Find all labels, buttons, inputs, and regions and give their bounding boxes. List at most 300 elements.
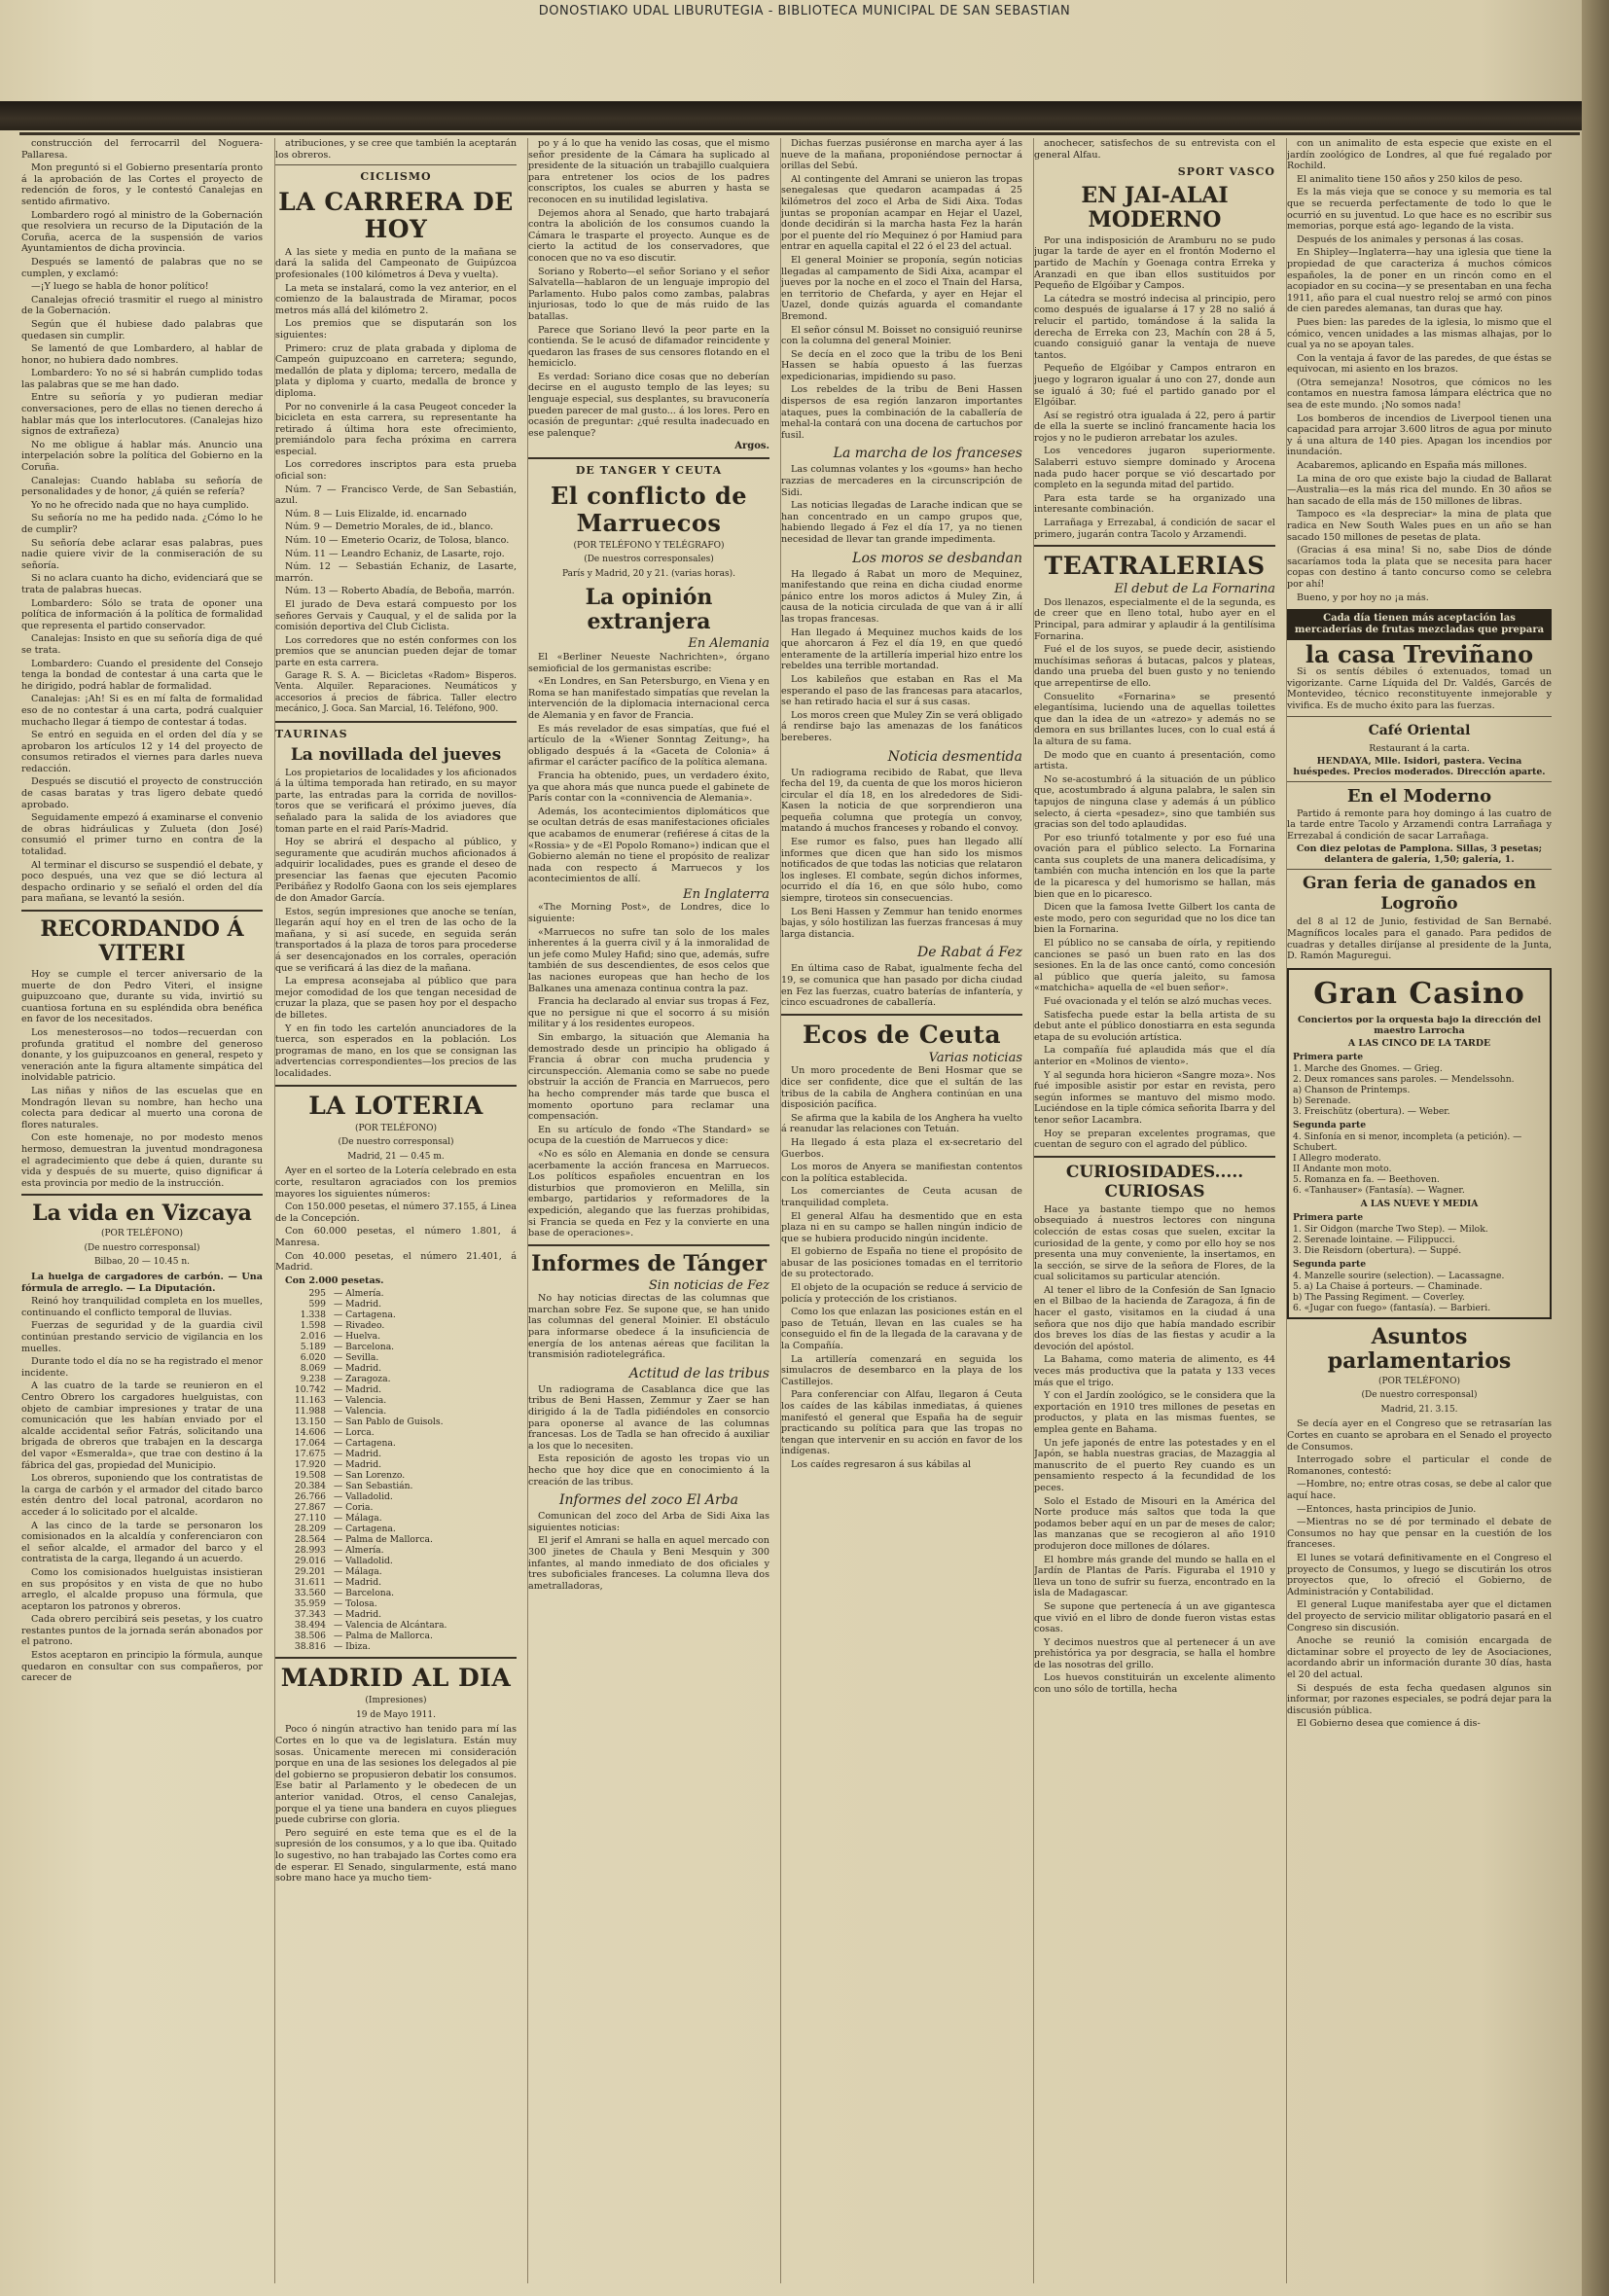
paragraph: Por eso triunfó totalmente y por eso fué una ovación para el público selecto. La Fornarina canta sus couplets de una manera delicadísima, y también con mucha intención en los que la parte de la picaresca y del humorismo se hallan, más bien que en lo picaresco. xyxy=(1034,832,1275,900)
program-item: 4. Manzelle sourire (selection). — Lacassagne. xyxy=(1293,1270,1505,1281)
paragraph: Al contingente del Amrani se unieron las tropas senegalesas que quedaron acampadas á 25 kilómetros del zoco el Arba de Sidi Aixa. Todas juntas se proponían acampar en Hejar el Uazel, donde decidirán si la marcha hasta Fez la harán por el puente del río Mequinez ó por Hamiud para entrar en aquella capital el 22 ó el 23 del actual. xyxy=(781,173,1022,253)
lottery-row xyxy=(281,1620,517,1631)
paragraph: Larrañaga y Errezabal, á condición de sacar el primero, jugarán contra Tacolo y Arzamendi. xyxy=(1034,518,1275,540)
lottery-place: — Málaga. xyxy=(334,1566,382,1578)
lottery-number: 17.920 xyxy=(294,1459,326,1471)
paragraph: po y á lo que ha venido las cosas, que el mismo señor presidente de la Cámara ha suplicado al presidente de la situación un trabajillo cualquiera para entretener los ocios de los padres conscriptos, los cuales se aburren y hasta se reconocen en su inutilidad legislativa. xyxy=(528,138,769,205)
masthead-rule xyxy=(19,132,1580,135)
lottery-number: 38.506 xyxy=(294,1631,326,1642)
paragraph: Se afirma que la kabila de los Anghera ha vuelto á reanudar las relaciones con Tetuán. xyxy=(781,1112,1022,1135)
paragraph: Un moro procedente de Beni Hosmar que se dice ser confidente, dice que el sultán de las tribus de la cabila de Anghera continúan en una disposición pacífica. xyxy=(781,1065,1022,1111)
masthead-band xyxy=(0,101,1609,130)
paragraph: Se entró en seguida en el orden del día y se aprobaron los artículos 12 y 14 del proyecto de consumos retirados el viernes para darles nueva redacción. xyxy=(21,730,263,774)
paragraph: Los rebeldes de la tribu de Beni Hassen dispersos de esa región lanzaron importantes ataques, pues la combinación de la caballería de mehal-la contará con una docena de cartuchos por fusil. xyxy=(781,384,1022,441)
section-divider xyxy=(528,1244,769,1246)
section-divider xyxy=(781,1014,1022,1016)
lottery-place: — Madrid. xyxy=(334,1449,382,1460)
headline-opinion: La opinión extranjera xyxy=(585,585,713,635)
lottery-place: — San Lorenzo. xyxy=(334,1470,406,1482)
list-item: Núm. 9 — Demetrio Morales, de id., blanco. xyxy=(285,521,494,533)
lottery-number: 11.988 xyxy=(294,1406,326,1417)
lottery-row xyxy=(281,1631,517,1641)
headline-madrid-al-dia: MADRID AL DIA xyxy=(280,1664,512,1693)
paragraph: Canalejas: Cuando hablaba su señoría de personalidades y de honor, ¿á quién se refería? xyxy=(21,475,263,498)
section-divider xyxy=(21,910,263,912)
headline-curiosidades: CURIOSIDADES..... CURIOSAS xyxy=(1065,1162,1244,1202)
paragraph: Los vencedores jugaron superiormente. Salaberri estuvo siempre dominado y Arocena nada pudo hacer porque se vió descartado por completo en la segunda mitad del partido. xyxy=(1034,446,1275,491)
list-item: Núm. 10 — Emeterio Ocariz, de Tolosa, blanco. xyxy=(285,535,510,547)
section-divider xyxy=(275,164,517,165)
section-label-taurinas: TAURINAS xyxy=(275,727,348,740)
lottery-number: 38.494 xyxy=(294,1620,326,1632)
ad-casino-subtitle: Conciertos por la orquesta bajo la dirección del maestro Larrocha xyxy=(1297,1014,1542,1036)
column-2 xyxy=(274,138,517,2283)
paragraph: Un radiograma recibido de Rabat, que lleva fecha del 19, da cuenta de que los moros hicieron circular el día 18, en los alrededores de Sidi-Kasen la noticia de que sorprendieron una pequeña columna que protegía un convoy, matando á muchos franceses y robando el convoy. xyxy=(781,767,1022,835)
headline-informes-tanger: Informes de Tánger xyxy=(531,1250,767,1276)
lottery-number: 10.742 xyxy=(294,1384,326,1396)
lottery-place: — Cartagena. xyxy=(334,1309,396,1321)
lottery-row xyxy=(281,1524,517,1534)
lottery-place: — Barcelona. xyxy=(334,1342,395,1353)
paragraph: Las niñas y niños de las escuelas que en Mondragón llevan su nombre, han hecho una colecta para dedicar al muerto una corona de flores naturales. xyxy=(21,1085,263,1130)
paragraph: Sin embargo, la situación que Alemania ha demostrado desde un principio ha obligado á Francia á obrar con mucha prudencia y circunspección. Alemania como se sabe no puede obstruir la acción de Francia en Marruecos, pero ha hecho comprender más tarde que busca el momento oportuno para reclamar una compensación. xyxy=(528,1032,769,1123)
ad-trevijano-text: Si os sentís débiles ó extenuados, tomad un vigorizante. Carne Líquida del Dr. Valdés, Garcés de Montevideo, técnico reconstituyente inmejorable y vivifica. Es de mucho éxito para las fuerzas. xyxy=(1287,666,1552,711)
headline-viteri: RECORDANDO Á VITERI xyxy=(40,916,244,966)
paragraph: Los moros de Anyera se manifiestan contentos con la política establecida. xyxy=(781,1162,1022,1184)
paragraph: Cada obrero percibirá seis pesetas, y los cuatro restantes puntos de la jornada serán abonados por el patrono. xyxy=(21,1614,263,1648)
paragraph: Dichas fuerzas pusiéronse en marcha ayer á las nueve de la mañana, proponiéndose pernoctar á orillas del Sebú. xyxy=(781,138,1022,172)
ad-casino-title: Gran Casino xyxy=(1313,976,1525,1011)
paragraph: Tampoco es «la despreciar» la mina de plata que radica en New South Wales pues en un año se han sacado 150 millones de pesetas de plata. xyxy=(1287,509,1552,543)
casino-program xyxy=(1293,1052,1546,1313)
section-label-ciclismo: CICLISMO xyxy=(360,170,432,184)
paragraph: Esta reposición de agosto les tropas vio un hecho que hoy dice que en conocimiento á la creación de las tribus. xyxy=(528,1453,769,1488)
lottery-number: 599 xyxy=(308,1299,326,1310)
paragraph: Y al segunda hora hicieron «Sangre moza». Nos fué imposible asistir por estar en revista, pero según informes se mantuvo del mismo modo. Luciéndose en la tiple cómica señorita Ibarra y del tenor señor Lacambra. xyxy=(1034,1069,1275,1126)
paragraph: El general Moinier se proponía, según noticias llegadas al campamento de Sidi Aixa, acampar el jueves por la noche en el zoco el Tnain del Harsa, en territorio de Chefarda, y ayer en Hejar el Uazel, donde quizás aguarda el comandante Bremond. xyxy=(781,254,1022,322)
subheadline-arba: Informes del zoco El Arba xyxy=(558,1492,738,1509)
paragraph: Y decimos nuestros que al pertenecer á un ave prehistórica ya por desgracia, se halla el hombre de las nosotras del grillo. xyxy=(1034,1636,1275,1670)
dateline: Bilbao, 20 — 10.45 n. xyxy=(93,1257,191,1268)
paragraph: Al tener el libro de la Confesión de San Ignacio en el Bilbao de la hacienda de Zaragoza, á fin de hacer el gasto, visitamos en la ciudad á una señora que nos dijo que había mandado escribir dos breves los días de las fiestas y acudir a la devoción del apóstol. xyxy=(1034,1284,1275,1352)
paragraph: A las cinco de la tarde se personaron los comisionados en la alcaldía y conferenciaron con el señor alcalde, el armador del barco y el contratista de la carga, llegando á un acuerdo. xyxy=(21,1520,263,1565)
paragraph: «The Morning Post», de Londres, dice lo siguiente: xyxy=(528,902,769,925)
paragraph: Con 40.000 pesetas, el número 21.401, á Madrid. xyxy=(275,1250,517,1274)
lottery-number: 35.959 xyxy=(294,1598,326,1610)
paragraph: Por no convenirle á la casa Peugeot conceder la bicicleta en esta carrera, su representante ha retirado á última hora este ofrecimiento, premiándolo para fecha próxima en carrera especial. xyxy=(275,401,517,457)
paragraph: Después se discutió el proyecto de construcción de casas baratas y tras ligero debate quedó aprobado. xyxy=(21,776,263,810)
subheadline-varias: Varias noticias xyxy=(928,1050,1022,1065)
paragraph: Canalejas: Insisto en que su señoría diga de qué se trata. xyxy=(21,633,263,656)
ad-cafe-title: Café Oriental xyxy=(1368,722,1471,738)
paragraph: Fué el de los suyos, se puede decir, asistiendo muchísimas señoras á butacas, palcos y plateas, dando una prueba del buen gusto y no teniendo que arrepentirse de ello. xyxy=(1034,644,1275,689)
section-divider xyxy=(275,1085,517,1087)
lottery-row xyxy=(281,1481,517,1491)
paragraph: Ese rumor es falso, pues han llegado allí informes que dicen que han sido los mismos notificados de que todas las noticias que relataron los ingleses. El combate, según dichos informes, ocurrido el día 16, en que sólo hubo, como siempre, tiroteos sin consecuencias. xyxy=(781,837,1022,905)
program-section: Segunda parte xyxy=(1293,1258,1367,1270)
lottery-number: 17.675 xyxy=(294,1449,326,1460)
lottery-place: — Valladolid. xyxy=(334,1556,393,1567)
paragraph: Canalejas ofreció trasmitir el ruego al ministro de la Gobernación. xyxy=(21,294,263,317)
lottery-place: — Huelva. xyxy=(334,1331,381,1343)
lottery-row xyxy=(281,1352,517,1363)
ad-moderno-title: En el Moderno xyxy=(1346,785,1492,807)
paragraph: El Gobierno desea que comience á dis- xyxy=(1297,1718,1481,1730)
paragraph: La compañía fué aplaudida más que el día anterior en «Molinos de viento». xyxy=(1034,1045,1275,1067)
lottery-number: 17.064 xyxy=(294,1438,326,1450)
ad-moderno-text: Partido á remonte para hoy domingo á las cuatro de la tarde entre Tacolo y Arzamendi contra Larrañaga y Errezabal á condición de sacar Larrañaga. xyxy=(1287,807,1552,842)
paragraph: Francia ha declarado al enviar sus tropas á Fez, que no persigue ni que el socorro á su misión militar y á los residentes europeos. xyxy=(528,996,769,1030)
subheadline-actitud: Actitud de las tribus xyxy=(628,1365,769,1381)
paragraph: Francia ha obtenido, pues, un verdadero éxito, ya que ahora más que nunca puede el gabinete de París contar con la «connivencia de Alemania». xyxy=(528,770,769,805)
byline: (POR TELÉFONO Y TELÉGRAFO) xyxy=(573,540,725,551)
lottery-number: 37.343 xyxy=(294,1609,326,1621)
paragraph: «Marruecos no sufre tan solo de los males inherentes á la guerra civil y á la inmoralidad de un jefe como Muley Hafid; sino que, además, sufre también de sus descendientes, de esos celos que las naciones europeas que han hecho de los Balkanes una amenaza continua contra la paz. xyxy=(528,926,769,994)
paragraph: Los moros creen que Muley Zin se verá obligado á rendirse bajo las amenazas de los fanáticos bereberes. xyxy=(781,709,1022,743)
paragraph: Canalejas: ¡Ah! Si es en mí falta de formalidad eso de no contestar á una carta, podrá cualquier muchacho llegar á tiempo de contestar á todas. xyxy=(21,694,263,728)
paragraph: Los caídes regresaron á sus kábilas al xyxy=(791,1458,972,1470)
subheadline-marcha: La marcha de los franceses xyxy=(833,446,1022,462)
paragraph: Los bomberos de incendios de Liverpool tienen una capacidad para arrojar 3.600 litros de agua por minuto y á una altura de 140 pies. Apagan los incendios por inundación. xyxy=(1287,413,1552,458)
list-item: Núm. 7 — Francisco Verde, de San Sebastián, azul. xyxy=(275,484,517,507)
ad-divider xyxy=(1287,781,1552,782)
lottery-number: 8.069 xyxy=(300,1363,326,1375)
paragraph: Soriano y Roberto—el señor Soriano y el señor Salvatella—hablaron de un lenguaje impropio del Parlamento. Hubo palos como zambas, palabras injuriosas, todo lo que de más ruido de las batallas. xyxy=(528,266,769,322)
subheadline-sin-noticias: Sin noticias de Fez xyxy=(648,1277,769,1293)
paragraph: Hoy se abrirá el despacho al público, y seguramente que acudirán muchos aficionados á adquirir localidades, pues es grande el deseo de presenciar las faenas que ejecuten Pacomio Peribáñez y Rodolfo Gaona con los seis ejemplares de don Amador García. xyxy=(275,837,517,905)
paragraph: Si después de esta fecha quedasen algunos sin informar, por razones especiales, se podrá dejar para la discusión pública. xyxy=(1287,1682,1552,1716)
ad-cafe-text: HENDAYA, Mlle. Isidori, pastera. Vecina huéspedes. Precios moderados. Dirección aparte. xyxy=(1293,755,1546,777)
program-section: Primera parte xyxy=(1293,1211,1364,1223)
paragraph: La Bahama, como materia de alimento, es 44 veces más productiva que la patata y 133 veces más que el trigo. xyxy=(1034,1354,1275,1388)
subheadline-fornarina: El debut de La Fornarina xyxy=(1114,582,1275,597)
lottery-row xyxy=(281,1609,517,1620)
paragraph: Acabaremos, aplicando en España más millones. xyxy=(1297,460,1527,472)
lottery-row xyxy=(281,1577,517,1588)
signature: Argos. xyxy=(734,441,769,452)
paragraph: En su artículo de fondo «The Standard» se ocupa de la cuestión de Marruecos y dice: xyxy=(528,1124,769,1147)
paragraph: A las cuatro de la tarde se reunieron en el Centro Obrero los cargadores huelguistas, con objeto de cambiar impresiones y tratar de una comunicación que les habían enviado por el alcalde accidental señor Fatrás, solicitando una brigada de obreros que trabajen en la descarga del vapor «Esmeralda», que trae con destino á la fábrica del gas, propiedad del Municipio. xyxy=(21,1381,263,1471)
lottery-row xyxy=(281,1513,517,1524)
lottery-number: 1.598 xyxy=(300,1320,326,1332)
subheadline-rabat: De Rabat á Fez xyxy=(917,945,1022,961)
lottery-number: 28.209 xyxy=(294,1524,326,1535)
lottery-row xyxy=(281,1309,517,1320)
lottery-place: — Palma de Mallorca. xyxy=(334,1534,433,1546)
lottery-place: — Tolosa. xyxy=(334,1598,377,1610)
lottery-place: — Madrid. xyxy=(334,1459,382,1471)
paragraph: El gobierno de España no tiene el propósito de abusar de las posiciones tomadas en el territorio de su protectorado. xyxy=(781,1246,1022,1280)
paragraph: Los obreros, suponiendo que los contratistas de la carga de carbón y el armador del citado barco estén dentro del local patronal, acordaron no acceder á lo solicitado por el alcalde. xyxy=(21,1473,263,1518)
lottery-place: — Valencia de Alcántara. xyxy=(334,1620,447,1632)
lottery-place: — Valencia. xyxy=(334,1406,387,1417)
lottery-row xyxy=(281,1598,517,1609)
lottery-row xyxy=(281,1406,517,1417)
lottery-row xyxy=(281,1395,517,1406)
paragraph: Para esta tarde se ha organizado una interesante combinación. xyxy=(1034,492,1275,516)
lottery-row xyxy=(281,1588,517,1598)
program-item: a) Chanson de Printemps. xyxy=(1293,1084,1411,1095)
byline: (POR TELÉFONO) xyxy=(100,1229,184,1239)
dateline: Madrid, 21. 3.15. xyxy=(1380,1404,1458,1415)
paragraph: Como los que enlazan las posiciones están en el paso de Tetuán, llevan en las cuales se ha conseguido el fin de la llegada de la caravana y de la Compañía. xyxy=(781,1307,1022,1352)
lottery-number: 11.163 xyxy=(294,1395,326,1407)
lottery-row xyxy=(281,1384,517,1395)
program-section: A LAS NUEVE Y MEDIA xyxy=(1360,1198,1479,1209)
lottery-place: — Sevilla. xyxy=(334,1352,379,1364)
paragraph: Parece que Soriano llevó la peor parte en la contienda. Se le acusó de difamador reincidente y quedaron las frases de sus censores flotando en el hemiciclo. xyxy=(528,324,769,370)
paragraph: —Mientras no se dé por terminado el debate de Consumos no hay que pensar en la cuestión de los franceses. xyxy=(1287,1517,1552,1551)
lottery-row xyxy=(281,1641,517,1652)
paragraph: La artillería comenzará en seguida los simulacros de desembarco en la playa de los Castillejos. xyxy=(781,1353,1022,1387)
column-5 xyxy=(1033,138,1275,2283)
section-divider xyxy=(275,1657,517,1659)
paragraph: Si no aclara cuanto ha dicho, evidenciará que se trata de palabras huecas. xyxy=(21,573,263,595)
program-item: b) The Passing Regiment. — Coverley. xyxy=(1293,1291,1465,1303)
paragraph: Los comerciantes de Ceuta acusan de tranquilidad completa. xyxy=(781,1186,1022,1208)
subheadline-moros: Los moros se desbandan xyxy=(852,550,1022,566)
paragraph: Dejemos ahora al Senado, que harto trabajará contra la abolición de los consumos cuando la Cámara le trasparte el proyecto. Aunque es de cierto la actitud de los conservadores, que conocen que no va eso discutir. xyxy=(528,207,769,264)
paragraph: Se supone que pertenecía á un ave gigantesca que vivió en el libro de donde fueron vistas estas cosas. xyxy=(1034,1600,1275,1635)
lottery-place: — Madrid. xyxy=(334,1577,382,1589)
paragraph: Los propietarios de localidades y los aficionados á la última temporada han retirado, en su mayor parte, las entradas para la corrida de novillos-toros que se verificará el próximo jueves, día señalado para la salida de los aviadores que toman parte en el raid París-Madrid. xyxy=(275,767,517,835)
paragraph: «En Londres, en San Petersburgo, en Viena y en Roma se han manifestado simpatías que revelan la intervención de la diplomacia internacional cerca de Alemania y en favor de Francia. xyxy=(528,676,769,721)
lottery-place: — Valencia. xyxy=(334,1395,387,1407)
lottery-place: — Zaragoza. xyxy=(334,1374,391,1385)
lottery-row xyxy=(281,1417,517,1427)
paragraph: Y con el Jardín zoológico, se le considera que la exportación en 1910 tres millones de pesetas en productos, y plata en las mismas fuentes, se emplea gente en Bahama. xyxy=(1034,1390,1275,1435)
paragraph: Fuerzas de seguridad y de la guardia civil continúan prestando servicio de vigilancia en los muelles. xyxy=(21,1320,263,1354)
lottery-number: 295 xyxy=(308,1288,326,1300)
program-item: 6. «Jugar con fuego» (fantasía). — Barbieri. xyxy=(1293,1302,1491,1313)
lottery-row xyxy=(281,1449,517,1459)
program-item: 2. Deux romances sans paroles. — Mendelssohn. xyxy=(1293,1073,1515,1085)
lottery-place: — Lorca. xyxy=(334,1427,375,1439)
lottery-number: 20.384 xyxy=(294,1481,326,1492)
paragraph: Como los comisionados huelguistas insistieran en sus propósitos y en vista de que no hubo arreglo, el alcalde propuso una fórmula, que aceptaron los patronos y obreros. xyxy=(21,1566,263,1612)
paragraph: Según que él hubiese dado palabras que quedasen sin cumplir. xyxy=(21,318,263,341)
lottery-place: — San Sebastián. xyxy=(334,1481,413,1492)
paragraph: Es verdad: Soriano dice cosas que no deberían decirse en el augusto templo de las leyes; su lenguaje especial, sus desplantes, su bravuconería pueden parecer de mal gusto... á los lores. Pero en ocasión de preguntar: ¿qué resulta inadecuado en ese palenque? xyxy=(528,371,769,439)
headline-carrera: LA CARRERA DE HOY xyxy=(278,187,514,243)
byline: (De nuestro corresponsal) xyxy=(338,1137,454,1148)
byline: (Impresiones) xyxy=(365,1696,427,1706)
paragraph: Han llegado á Mequinez muchos kaids de los que ahorcaron á Fez el día 19, en que quedó enteramente de la artillería imperial hizo entre los rebeldes una terrible mortandad. xyxy=(781,627,1022,672)
paragraph: Estos, según impresiones que anoche se tenían, llegarán aquí hoy en el tren de las ocho de la mañana, y si así sucede, en seguida serán transportados á la plaza de toros para procederse á ser desencajonados en los corrales, operación que se verificará á las diez de la mañana. xyxy=(275,906,517,974)
program-item: II Andante mon moto. xyxy=(1293,1163,1392,1174)
paragraph: En última caso de Rabat, igualmente fecha del 19, se comunica que han pasado por dicha ciudad en Fez las fuerzas, cuatro baterías de infantería, y cinco escuadrones de caballería. xyxy=(781,963,1022,1009)
paragraph: El objeto de la ocupación se reduce á servicio de policía y protección de los cristianos. xyxy=(781,1282,1022,1305)
ad-gran-casino xyxy=(1287,968,1552,1319)
program-item: 1. Sir Oidgon (marche Two Step). — Milok. xyxy=(1293,1223,1488,1235)
lottery-number: 9.238 xyxy=(300,1374,326,1385)
list-item: Núm. 8 — Luis Elizalde, id. encarnado xyxy=(285,508,467,520)
paragraph: De modo que en cuanto á presentación, como artista. xyxy=(1034,749,1275,772)
paragraph: Ayer en el sorteo de la Lotería celebrado en esta corte, resultaron agraciados con los premios mayores los siguientes números: xyxy=(275,1166,517,1200)
lottery-row xyxy=(281,1342,517,1352)
headline-ecos-ceuta: Ecos de Ceuta xyxy=(802,1020,1002,1049)
paragraph: Ha llegado á Rabat un moro de Mequinez, manifestando que reina en dicha ciudad enorme pánico entre los moros adictos á Muley Zin, á causa de la noticia circulada de que van á ir allí las tropas francesas. xyxy=(781,568,1022,625)
lottery-row xyxy=(281,1299,517,1309)
paragraph: Para conferenciar con Alfau, llegaron á Ceuta los caídes de las kábilas inmediatas, á quienes manifestó el general que España ha de seguir practicando su política para que las tropas no tengan que intervenir en su acción en favor de los indígenas. xyxy=(781,1389,1022,1457)
headline-novillada: La novillada del jueves xyxy=(290,744,502,765)
paragraph: Su señoría no me ha pedido nada. ¿Cómo lo he de cumplir? xyxy=(21,513,263,535)
lottery-number: 19.508 xyxy=(294,1470,326,1482)
lottery-number: 28.993 xyxy=(294,1545,326,1557)
paragraph: El «Berliner Neueste Nachrichten», órgano semioficial de los germanistas escribe: xyxy=(528,652,769,674)
program-item: I Allegro moderato. xyxy=(1293,1152,1381,1164)
paragraph: Ha llegado á esta plaza el ex-secretario del Guerbos. xyxy=(781,1136,1022,1160)
paragraph: La mina de oro que existe bajo la ciudad de Ballarat—Australia—es la más rica del mundo. En 30 años se han sacado de ella más de 150 millones de libras. xyxy=(1287,473,1552,507)
paragraph: atribuciones, y se cree que también la aceptarán los obreros. xyxy=(275,138,517,161)
lottery-number: 13.150 xyxy=(294,1417,326,1428)
paragraph: Los corredores inscriptos para esta prueba oficial son: xyxy=(275,459,517,483)
lottery-list xyxy=(275,1288,517,1652)
paragraph: Entre su señoría y yo pudieran mediar conversaciones, pero de ellas no tienen derecho á hablar más que los interlocutores. (Canalejas hizo signos de extrañeza) xyxy=(21,392,263,438)
paragraph: Con 2.000 pesetas. xyxy=(285,1274,384,1286)
program-item: b) Serenade. xyxy=(1293,1094,1351,1106)
section-divider xyxy=(275,721,517,723)
paragraph: Así se registró otra igualada á 22, pero á partir de ella la suerte se inclinó francamente hacia los rojos y no le pudieron arrebatar los azules. xyxy=(1034,410,1275,444)
paragraph: Poco ó ningún atractivo han tenido para mí las Cortes en lo que va de legislatura. Están muy sosas. Únicamente merecen mi consideración porque en una de las sesiones los delegados al pie del gobierno se propusieron debatir los consumos. Ese batir al Parlamento y le obedecen de un anterior vanidad. Otros, el censo Canalejas, porque el ya tiene una bandera en cuyos pliegues puede cubrirse con gloria. xyxy=(275,1724,517,1826)
paragraph: Lombardero: Cuando el presidente del Consejo tenga la bondad de contestar á una carta que le he dirigido, podrá hablar de formalidad. xyxy=(21,658,263,692)
paragraph: El hombre más grande del mundo se halla en el Jardín de Plantas de París. Figuraba el 1910 y lleva un tono de sufrir su fuerza, encontrado en la isla de Madagascar. xyxy=(1034,1554,1275,1599)
advertisement-garage: Garage R. S. A. — Bicicletas «Radom» Bisperos. Venta. Alquiler. Reparaciones. Neumáticos y accesorios á precios de fábrica. Taller electro mecánico, J. Goca. San Marcial, 16. Teléfono, 900. xyxy=(275,670,517,715)
paragraph: con un animalito de esta especie que existe en el jardín zoológico de Londres, al que fué regalado por Rochild. xyxy=(1287,138,1552,172)
program-item: 5. Romanza en fa. — Beethoven. xyxy=(1293,1173,1440,1185)
paragraph: Pues bien: las paredes de la iglesia, lo mismo que el cómico, vencen unidades a las mismas alhajas, por lo cual ya no se apoyan tales. xyxy=(1287,316,1552,351)
paragraph: Anoche se reunió la comisión encargada de dictaminar sobre el proyecto de ley de Asociaciones, acordando abrir un información durante 30 días, hasta el 20 del actual. xyxy=(1287,1635,1552,1680)
paragraph: No hay noticias directas de las columnas que marchan sobre Fez. Se supone que, se han unido las columnas del general Moinier. El obstáculo para informarse obedece á la insuficiencia de energía de los antenas aéreas que facilitan la transmisión radiotelegráfica. xyxy=(528,1293,769,1361)
paragraph: Pequeño de Elgóibar y Campos entraron en juego y lograron igualar á uno con 27, donde aun se igualó á 30; fué el partido ganado por el Elgóibar. xyxy=(1034,363,1275,409)
byline: (De nuestro corresponsal) xyxy=(84,1242,200,1253)
paragraph: El público no se cansaba de oírla, y repitiendo canciones se pasó un buen rato en las dos sesiones. En la de las once cantó, como concesión al público que quería jaleito, su famosa «matchicha» aquella de «el buen señor». xyxy=(1034,938,1275,994)
paragraph: Con 60.000 pesetas, el número 1.801, á Manresa. xyxy=(275,1226,517,1248)
column-4 xyxy=(780,138,1022,2283)
ad-trevijano-title: la casa Treviñano xyxy=(1305,640,1534,669)
lottery-place: — Cartagena. xyxy=(334,1438,396,1450)
lottery-place: — Barcelona. xyxy=(334,1588,395,1599)
ad-feria-text: del 8 al 12 de Junio, festividad de San Bernabé. Magníficos locales para el ganado. Para pedidos de cuadras y detalles diríjanse al presidente de la Junta, D. Ramón Maguregui. xyxy=(1287,916,1552,962)
paragraph: Su señoría debe aclarar esas palabras, pues nadie quiere vivir de la conmiseración de su señoría. xyxy=(21,537,263,571)
program-item: 6. «Tanhauser» (Fantasía). — Wagner. xyxy=(1293,1184,1465,1196)
paragraph: Se decía en el zoco que la tribu de los Beni Hassen se había opuesto á las fuerzas expedicionarias, impidiendo su paso. xyxy=(781,348,1022,382)
lottery-place: — Almería. xyxy=(334,1545,384,1557)
dateline: París y Madrid, 20 y 21. (varias horas). xyxy=(562,568,735,579)
headline-loteria: LA LOTERIA xyxy=(308,1091,483,1120)
paragraph: Los huevos constituirán un excelente alimento con uno sólo de tortilla, hecha xyxy=(1034,1672,1275,1696)
ad-cafe-subtitle: Restaurant á la carta. xyxy=(1369,742,1470,754)
lottery-number: 31.611 xyxy=(294,1577,326,1589)
section-divider xyxy=(528,457,769,459)
paragraph: Un radiograma de Casablanca dice que las tribus de Beni Hassen, Zemmur y Zaer se han dirigido á la de Tadla pidiéndoles en consorcio para oponerse al avance de las columnas francesas. Los de Tadla se han ofrecido á auxiliar a los que lo necesiten. xyxy=(528,1383,769,1452)
paragraph: El general Luque manifestaba ayer que el dictamen del proyecto de servicio militar obligatorio pasará en el Congreso sin discusión. xyxy=(1287,1599,1552,1633)
lottery-number: 29.201 xyxy=(294,1566,326,1578)
paragraph: Dicen que la famosa Ivette Gilbert los canta de este modo, pero con seguridad que no los dice tan bien la Fornarina. xyxy=(1034,902,1275,936)
ad-casino-time: A LAS CINCO DE LA TARDE xyxy=(1347,1037,1491,1049)
paragraph: Por una indisposición de Aramburu no se pudo jugar la tarde de ayer en el frontón Moderno el partido de Machín y Goenaga contra Erreka y Aranzadi en que iban ellos sustituidos por Pequeño de Elgóibar y Campos. xyxy=(1034,234,1275,292)
paragraph: Los Beni Hassen y Zemmur han tenido enormes bajas, y sólo hostilizan las fuerzas francesas á muy larga distancia. xyxy=(781,906,1022,940)
paragraph: «No es sólo en Alemania en donde se censura acerbamente la acción francesa en Marruecos. Los políticos españoles encuentran en los disturbios que promovieron en Melilla, sin embargo, partidarios y reformadores de la expedición, alegando que las fuerzas prohibidas, si Francia se queda en Fez y la convierte en una base de operaciones». xyxy=(528,1148,769,1239)
lottery-row xyxy=(281,1331,517,1342)
lottery-place: — Almería. xyxy=(334,1288,384,1300)
paragraph: No se-acostumbró á la situación de un público que, acostumbrado á alguna palabra, le salen sin tapujos de ninguna clase y además á un público selecto, á cierta «pesadez», sino que también sus gracias son del todo aplaudidas. xyxy=(1034,773,1275,831)
page-edge xyxy=(1582,0,1609,2296)
ad-divider xyxy=(1287,716,1552,717)
headline-teatralerias: TEATRALERIAS xyxy=(1044,552,1266,581)
headline-asuntos: Asuntos parlamentarios xyxy=(1327,1323,1512,1374)
paragraph: Interrogado sobre el particular el conde de Romanones, contestó: xyxy=(1287,1454,1552,1477)
byline: (De nuestros corresponsales) xyxy=(584,555,714,565)
ad-feria-title: Gran feria de ganados en Logroño xyxy=(1302,874,1537,915)
lottery-place: — Coria. xyxy=(334,1502,374,1514)
paragraph: No me obligue á hablar más. Anuncio una interpelación sobre la política del Gobierno en la Coruña. xyxy=(21,439,263,474)
paragraph: Estos aceptaron en principio la fórmula, aunque quedaron en consultar con sus compañeros, por carecer de xyxy=(21,1650,263,1684)
program-item: 4. Sinfonía en si menor, incompleta (a petición). — Schubert. xyxy=(1293,1130,1522,1153)
paragraph: El animalito tiene 150 años y 250 kilos de peso. xyxy=(1297,173,1523,185)
dateline: 19 de Mayo 1911. xyxy=(356,1709,436,1720)
lottery-number: 27.867 xyxy=(294,1502,326,1514)
paragraph: Solo el Estado de Misouri en la América del Norte produce más saltos que toda la que podamos beber aquí en un par de meses de calor; las manzanas que se recogieron al año 1910 produjeron doce millones de dólares. xyxy=(1034,1495,1275,1552)
paragraph: construcción del ferrocarril del Noguera-Pallaresa. xyxy=(21,138,263,161)
program-item: 3. Die Reisdorn (obertura). — Suppé. xyxy=(1293,1244,1462,1256)
lottery-place: — Cartagena. xyxy=(334,1524,396,1535)
paragraph: Con este homenaje, no por modesto menos hermoso, demuestran la juventud mondragonesa el agradecimiento que debe á quien, durante su vida y después de su muerte, quiso dignificar á esta provincia por medio de la instrucción. xyxy=(21,1132,263,1189)
paragraph: Lombardero: Sólo se trata de oponer una política de información á la política de formalidad que representa el partido conservador. xyxy=(21,597,263,631)
paragraph: Hoy se cumple el tercer aniversario de la muerte de don Pedro Viteri, el insigne guipuzcoano que, durante su vida, invirtió su cuantiosa fortuna en su espléndida obra benéfica en favor de los necesitados. xyxy=(21,969,263,1025)
paragraph: (Gracias á esa mina! Si no, sabe Dios de dónde sacaríamos toda la plata que se necesita para hacer copas con destino á tanto concurso como se celebra por ahí! xyxy=(1287,545,1552,590)
paragraph: Un jefe japonés de entre las potestades y en el Japón, se habla nuestras gracias, de Mazaggia al manuscrito de el puerto Rey cuando es un pensamiento respecto á la fecundidad de los peces. xyxy=(1034,1437,1275,1493)
paragraph: El lunes se votará definitivamente en el Congreso el proyecto de Consumos, y luego se discutirán los otros proyectos que, lo ofreció el Gobierno, de Administración y Contabilidad. xyxy=(1287,1553,1552,1597)
paragraph: Pero seguiré en este tema que es el de la supresión de los consumos, y a lo que iba. Quitado lo sugestivo, no han trabajado las Cortes como era de esperar. El Senado, singularmente, está mano sobre mano hace ya mucho tiem- xyxy=(275,1827,517,1884)
section-label-tanger-ceuta: DE TANGER Y CEUTA xyxy=(575,464,723,478)
section-divider xyxy=(1034,545,1275,547)
paragraph: Primero: cruz de plata grabada y diploma de Campeón guipuzcoano en carretera; segundo, medallón de plata y diploma; tercero, medalla de plata y diploma y cuarto, medalla de bronce y diploma. xyxy=(275,342,517,399)
lottery-row xyxy=(281,1545,517,1556)
paragraph: Los premios que se disputarán son los siguientes: xyxy=(275,318,517,341)
paragraph: Lombardero rogó al ministro de la Gobernación que resolviera un recurso de la Diputación de la Coruña, acerca de la suspensión de varios Ayuntamientos de dicha provincia. xyxy=(21,209,263,255)
paragraph: Mon preguntó si el Gobierno presentaría pronto á la aprobación de las Cortes el proyecto de redención de foros, y le contestó Canalejas en sentido afirmativo. xyxy=(21,162,263,207)
paragraph: Reinó hoy tranquilidad completa en los muelles, continuando el conflicto temporal de lluvias. xyxy=(21,1296,263,1318)
paragraph: Los corredores que no estén conformes con los premios que se anuncian pueden dejar de tomar parte en esta carrera. xyxy=(275,634,517,668)
ad-divider xyxy=(1287,869,1552,870)
paragraph: El jerif el Amrani se halla en aquel mercado con 300 jinetes de Chaula y Beni Mesquin y 300 infantes, al mando inmediato de dos oficiales y tres suboficiales franceses. La columna lleva dos ametralladoras, xyxy=(528,1535,769,1592)
lottery-row xyxy=(281,1288,517,1299)
lottery-place: — Madrid. xyxy=(334,1363,382,1375)
lottery-place: — Madrid. xyxy=(334,1384,382,1396)
lottery-number: 33.560 xyxy=(294,1588,326,1599)
subheadline-inglaterra: En Inglaterra xyxy=(683,886,769,902)
paragraph: Yo no he ofrecido nada que no haya cumplido. xyxy=(31,499,249,511)
lottery-row xyxy=(281,1491,517,1502)
lottery-number: 27.110 xyxy=(294,1513,326,1525)
dateline: Madrid, 21 — 0.45 m. xyxy=(347,1151,445,1162)
paragraph: (Otra semejanza! Nosotros, que cómicos no les contamos en nuestra famosa lámpara eléctrica que no sea de este mundo. ¡No somos nada! xyxy=(1287,377,1552,412)
lottery-place: — San Pablo de Guisols. xyxy=(334,1417,444,1428)
lottery-place: — Valladolid. xyxy=(334,1491,393,1503)
section-divider xyxy=(21,1194,263,1196)
paragraph: Los menesterosos—no todos—recuerdan con profunda gratitud el nombre del generoso donante, y los guipuzcoanos en general, respeto y veneración ante la figura altamente simpática del inolvidable patricio. xyxy=(21,1026,263,1084)
paragraph: El general Alfau ha desmentido que en esta plaza ni en su campo se hallen ningún indicio de que se hubiera producido ningún incidente. xyxy=(781,1210,1022,1244)
paragraph: Durante todo el día no se ha registrado el menor incidente. xyxy=(21,1356,263,1379)
lottery-number: 6.020 xyxy=(300,1352,326,1364)
program-item: 3. Freischütz (obertura). — Weber. xyxy=(1293,1105,1450,1117)
lottery-row xyxy=(281,1470,517,1481)
byline: (POR TELÉFONO) xyxy=(1377,1376,1461,1386)
paragraph: Bueno, y por hoy no ¡a más. xyxy=(1297,592,1429,603)
paragraph: Satisfecha puede estar la bella artista de su debut ante el público donostiarra en esta segunda etapa de su evolución artística. xyxy=(1034,1009,1275,1043)
paragraph: Lombardero: Yo no sé si habrán cumplido todas las palabras que se me han dado. xyxy=(21,368,263,390)
